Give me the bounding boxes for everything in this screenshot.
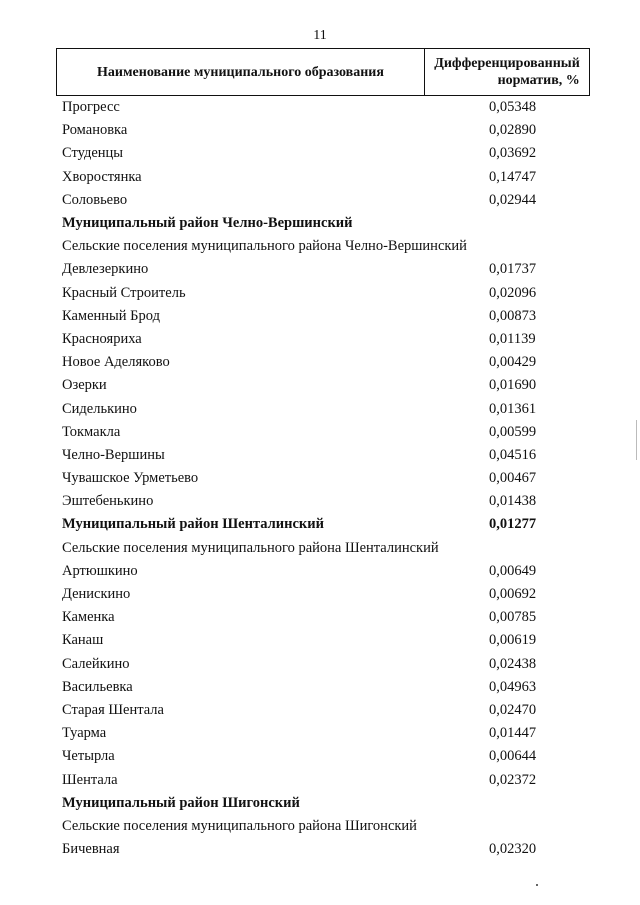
subheading-row <box>56 537 590 560</box>
municipality-name: Хворостянка <box>62 168 142 185</box>
municipality-name: Сельские поселения муниципального района Шенталинский <box>62 539 439 556</box>
table-row <box>56 444 590 467</box>
subheading-row <box>56 815 590 838</box>
municipality-name: Соловьево <box>62 191 128 208</box>
norm-value: 0,14747 <box>489 168 537 185</box>
municipality-name: Васильевка <box>62 678 133 695</box>
scan-speck <box>636 420 637 460</box>
table-row <box>56 653 590 676</box>
municipality-name: Каменный Брод <box>62 307 160 324</box>
norm-value: 0,02470 <box>489 701 537 718</box>
norm-value: 0,00873 <box>489 307 537 324</box>
municipality-name: Краснояриха <box>62 330 142 347</box>
norm-value: 0,00599 <box>489 423 537 440</box>
table-row <box>56 467 590 490</box>
table-row <box>56 606 590 629</box>
norm-value: 0,02890 <box>489 122 537 139</box>
norm-value: 0,00467 <box>489 470 537 487</box>
table-row <box>56 838 590 861</box>
municipality-name: Красный Строитель <box>62 284 186 301</box>
municipality-name: Муниципальный район Шигонский <box>62 794 300 811</box>
table-row <box>56 119 590 142</box>
municipality-name: Прогресс <box>62 99 120 116</box>
municipality-name: Муниципальный район Челно-Вершинский <box>62 215 353 232</box>
norm-value: 0,02372 <box>489 771 537 788</box>
table-row <box>56 374 590 397</box>
norm-value: 0,00644 <box>489 748 537 765</box>
norm-value: 0,01737 <box>489 261 537 278</box>
municipality-name: Сельские поселения муниципального района Челно-Вершинский <box>62 238 467 255</box>
municipality-name: Девлезеркино <box>62 261 149 278</box>
table-row <box>56 282 590 305</box>
norm-value: 0,02438 <box>489 655 537 672</box>
table-row <box>56 560 590 583</box>
scan-speck <box>536 884 538 886</box>
norm-value: 0,03692 <box>489 145 537 162</box>
table-row <box>56 421 590 444</box>
table-row <box>56 745 590 768</box>
table-row <box>56 583 590 606</box>
norm-value: 0,00649 <box>489 562 537 579</box>
table-row <box>56 328 590 351</box>
norm-value: 0,00619 <box>489 632 537 649</box>
table-header <box>56 48 590 96</box>
table-row <box>56 142 590 165</box>
header-name-column: Наименование муниципального образования <box>57 49 425 95</box>
table-row <box>56 96 590 119</box>
district-heading-row <box>56 792 590 815</box>
district-heading-row <box>56 212 590 235</box>
norm-value: 0,01447 <box>489 725 537 742</box>
norm-value: 0,04963 <box>489 678 537 695</box>
table-row <box>56 768 590 791</box>
table-row <box>56 305 590 328</box>
table-row <box>56 676 590 699</box>
municipality-name: Канаш <box>62 632 104 649</box>
table-row <box>56 490 590 513</box>
norm-value: 0,05348 <box>489 99 537 116</box>
municipality-name: Четырла <box>62 748 115 765</box>
norm-value: 0,00785 <box>489 609 537 626</box>
norm-value: 0,01139 <box>489 330 536 347</box>
municipality-name: Бичевная <box>62 841 120 858</box>
norm-value: 0,01277 <box>489 516 537 533</box>
table-row <box>56 351 590 374</box>
norm-value: 0,01361 <box>489 400 537 417</box>
table-row <box>56 722 590 745</box>
norm-value: 0,02944 <box>489 191 537 208</box>
header-value-line1: Дифференцированный <box>434 56 580 71</box>
municipality-name: Новое Аделяково <box>62 354 170 371</box>
municipality-name: Муниципальный район Шенталинский <box>62 516 324 533</box>
norm-value: 0,00692 <box>489 586 537 603</box>
norm-value: 0,01438 <box>489 493 537 510</box>
table-row <box>56 258 590 281</box>
norm-value: 0,04516 <box>489 446 537 463</box>
municipality-name: Чувашское Урметьево <box>62 470 199 487</box>
municipality-name: Артюшкино <box>62 562 138 579</box>
table-row <box>56 699 590 722</box>
table-row <box>56 189 590 212</box>
municipality-name: Салейкино <box>62 655 130 672</box>
municipality-name: Челно-Вершины <box>62 446 165 463</box>
municipality-name: Сиделькино <box>62 400 137 417</box>
municipality-name: Эштебенькино <box>62 493 154 510</box>
page-number: 11 <box>313 28 327 43</box>
municipality-name: Токмакла <box>62 423 121 440</box>
table-row <box>56 629 590 652</box>
municipality-name: Каменка <box>62 609 115 626</box>
municipality-name: Старая Шентала <box>62 701 164 718</box>
municipality-name: Романовка <box>62 122 128 139</box>
table-row <box>56 166 590 189</box>
norm-value: 0,00429 <box>489 354 537 371</box>
subheading-row <box>56 235 590 258</box>
municipality-name: Озерки <box>62 377 107 394</box>
norm-value: 0,01690 <box>489 377 537 394</box>
municipality-name: Денискино <box>62 586 131 603</box>
municipality-name: Студенцы <box>62 145 124 162</box>
header-value-column <box>425 49 589 95</box>
district-heading-row <box>56 513 590 536</box>
norm-value: 0,02096 <box>489 284 537 301</box>
norm-value: 0,02320 <box>489 841 537 858</box>
municipality-name: Сельские поселения муниципального района Шигонский <box>62 817 417 834</box>
header-value-line2: норматив, % <box>497 73 580 88</box>
municipality-name: Шентала <box>62 771 118 788</box>
table-row <box>56 397 590 420</box>
municipality-name: Туарма <box>62 725 107 742</box>
table-body <box>56 96 590 861</box>
norms-table <box>56 48 590 861</box>
